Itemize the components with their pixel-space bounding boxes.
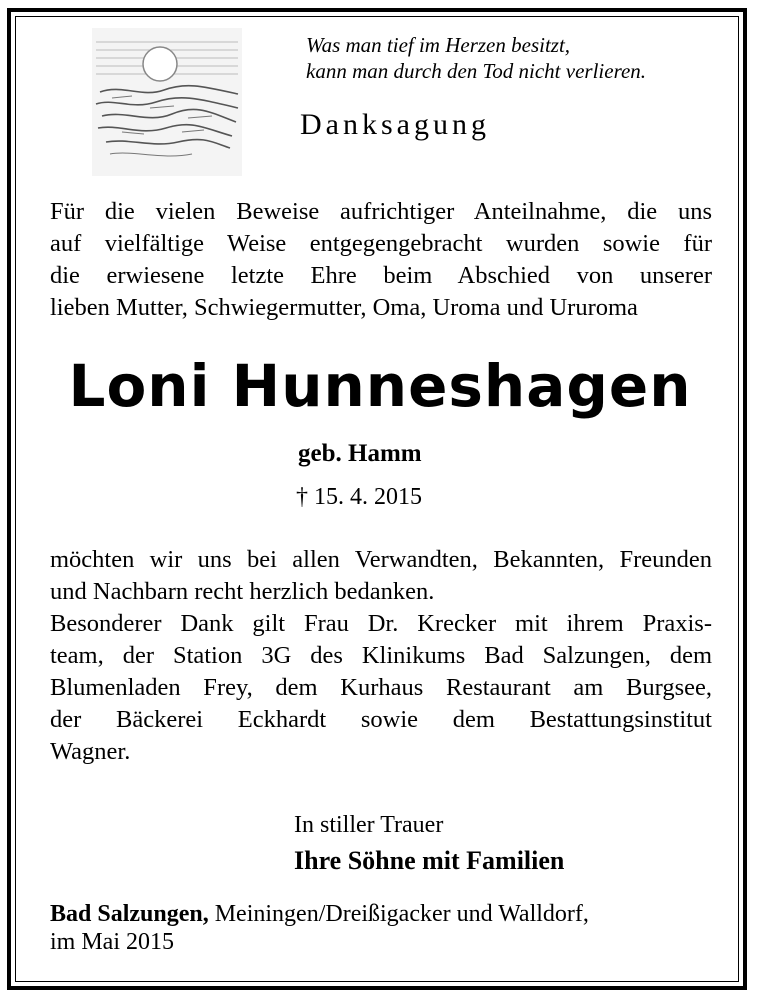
thanks-line: Wagner.: [50, 738, 131, 765]
place-city: Bad Salzungen,: [50, 901, 209, 927]
motto-line-1: Was man tief im Herzen besitzt,: [306, 33, 571, 57]
thanks-line: team, der Station 3G des Klinikums Bad Salzungen, dem: [50, 642, 712, 669]
motto-line-2: kann man durch den Tod nicht verlieren.: [306, 59, 647, 83]
intro-paragraph: [50, 196, 712, 324]
grief-line: In stiller Trauer: [294, 812, 444, 838]
intro-line: Für die vielen Beweise aufrichtiger Anteilnahme, die uns: [50, 198, 712, 225]
thanks-line: Besonderer Dank gilt Frau Dr. Krecker mit ihrem Praxis-: [50, 610, 712, 637]
intro-line: lieben Mutter, Schwiegermutter, Oma, Uroma und Ururoma: [50, 294, 638, 321]
deceased-name: Loni Hunneshagen: [68, 352, 692, 420]
thanks-line: und Nachbarn recht herzlich bedanken.: [50, 578, 435, 605]
thanks-paragraph: [50, 544, 712, 768]
maiden-name: geb. Hamm: [298, 440, 422, 467]
thanks-line: Blumenladen Frey, dem Kurhaus Restaurant am Burgsee,: [50, 674, 712, 701]
motto: [306, 32, 646, 84]
notice-date: im Mai 2015: [50, 929, 174, 955]
moon-over-sea-sketch-icon: [92, 28, 242, 176]
place-rest: Meiningen/Dreißigacker und Walldorf,: [208, 901, 589, 927]
intro-line: auf vielfältige Weise entgegengebracht wurden sowie für: [50, 230, 712, 257]
thanks-line: der Bäckerei Eckhardt sowie dem Bestattungsinstitut: [50, 706, 712, 733]
death-date: † 15. 4. 2015: [296, 484, 422, 510]
heading: Danksagung: [300, 108, 490, 141]
thanks-line: möchten wir uns bei allen Verwandten, Bekannten, Freunden: [50, 546, 712, 573]
place-and-date: [50, 900, 589, 956]
intro-line: die erwiesene letzte Ehre beim Abschied von unserer: [50, 262, 712, 289]
family-signature: Ihre Söhne mit Familien: [294, 846, 565, 875]
